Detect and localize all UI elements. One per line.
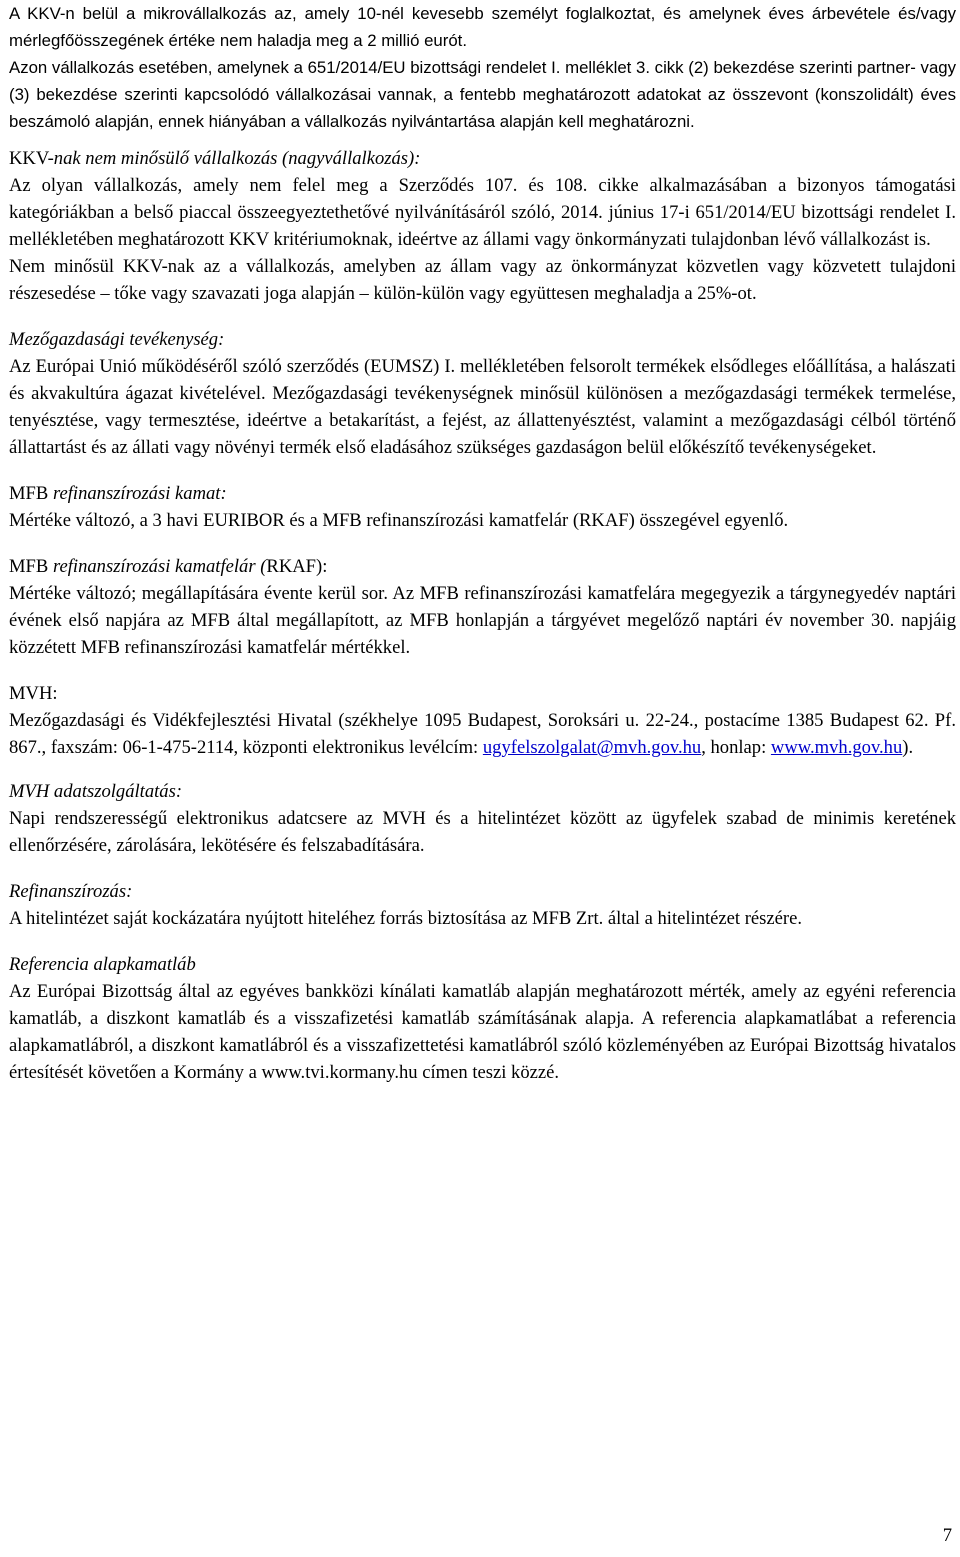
mfb-rate-term [9,480,956,507]
mfb-rkaf-p-rest: Az MFB refinanszírozási kamatfelára megegyezik a tárgynegyedév naptári évének első napjára az MFB által megállapított, az MFB honlapján a tárgyévet megelőző naptári év november 30. napjáig közzétett MFB refinanszírozási kamatfelár mértékkel. [9,583,956,658]
mfb-rkaf-p-start: Mértéke változó; megállapítására évente kerül sor. [9,583,388,604]
intro-paragraph [9,0,956,135]
refin-term: Refinanszírozás: [9,881,133,902]
ref-rate-term: Referencia alapkamatláb [9,954,196,975]
mfb-rkaf-term [9,553,956,580]
mvh-p-mid: , honlap: [701,737,771,758]
mfb-rate-term-rest: refinanszírozási kamat: [52,483,227,504]
intro-line-2: Azon vállalkozás esetében, amelynek a 651/2014/EU bizottsági rendelet I. melléklet 3. [9,58,650,77]
intro-line-1: A KKV-n belül a mikrovállalkozás az, amely 10-nél kevesebb személyt foglalkoztat, és amelynek éves árbevétele és/vagy mérlegfőösszegének értéke nem haladja meg a 2 millió eurót. [9,4,956,50]
kkv-non-p1-start: Az olyan vállalkozás, amely nem felel meg a Szerződés 107. és 108. [9,175,588,196]
mvh-website-link[interactable]: www.mvh.gov.hu [770,737,903,758]
kkv-non-term-prefix: KKV- [9,148,54,169]
intro-line-2-cont: cikk (2) bekezdése szerinti partner- vagy (3) bekezdése szerinti kapcsolódó vállalkozásai vannak, a fentebb meghatározott adatokat az összevont (konszolidált) éves beszámoló alapján, ennek hiányában a vállalkozás nyilvántartása alapján kell meghatározni. [9,58,956,131]
document-page [9,0,956,1086]
ref-rate-paragraph: Az Európai Bizottság által az egyéves bankközi kínálati kamatláb alapján meghatározott mérték, amely az egyéni referencia kamatláb, a diszkont kamatláb és a visszafizetési kamatláb számításának alapja. A referencia alapkamatlábat a referencia alapkamatlábról, a diszkont kamatlábról és a visszafizettetési kamatlábról szóló közleményében az Európai Bizottság hivatalos értesítését követően a Kormány a www.tvi.kormany.hu címen teszi közzé. [9,981,956,1083]
mvh-p-start: Mezőgazdasági és Vidékfejlesztési Hivatal (székhelye 1095 Budapest, Soroksári u. 22-24., postacíme 1385 Budapest 62. Pf. 867., faxszám: 06-1-475-2114, központi elektronikus levélcím: [9,710,956,758]
kkv-non-paragraph-2: Nem minősül KKV-nak az a vállalkozás, amelyben az állam vagy az önkormányzat közvetlen vagy közvetett tulajdoni részesedése – tőke vagy szavazati joga alapján – külön-külön vagy együttesen meghaladja a 25%-ot. [9,256,956,304]
mfb-rkaf-term-rest: RKAF): [266,556,328,577]
agri-term: Mezőgazdasági tevékenység: [9,329,225,350]
kkv-non-term [9,145,956,172]
agri-p-rest: Mezőgazdasági tevékenységnek minősül különösen a mezőgazdasági termékek termelése, tenyésztése, vagy termesztése, ideértve a betakarítást, a fejést, az állattenyésztést, valamint a mezőgazdasági célból történő állattartást és az állati vagy növényi termék első eladásához szükséges gazdaságon belül előkészítő tevékenységeket. [9,383,956,458]
mvh-term: MVH: [9,683,58,704]
agri-p-cont: mellékletében felsorolt termékek elsődleges előállítása, a halászati és akvakultúra ágazat kivételével. [9,356,956,404]
kkv-non-p1-end: mellékletében meghatározott KKV kritériumoknak, ideértve az állami vagy önkormányzati tulajdonban lévő vállalkozást is. [9,229,931,250]
kkv-non-paragraph-1 [9,172,956,253]
mfb-rkaf-term-prefix: MFB [9,556,53,577]
mfb-rate-term-prefix: MFB [9,483,53,504]
kkv-non-p1-cont: cikke alkalmazásában a bizonyos támogatási kategóriákban a belső piaccal összeegyeztethetővé nyilvánításáról szóló, 2014. június 17-i 651/2014/EU bizottsági rendelet I. [9,175,957,223]
mvh-data-term: MVH adatszolgáltatás: [9,781,183,802]
mfb-rkaf-paragraph [9,580,956,661]
mvh-data-paragraph: Napi rendszerességű elektronikus adatcsere az MVH és a hitelintézet között az ügyfelek szabad de minimis keretének ellenőrzésére, zárolására, lekötésére és felszabadítására. [9,808,956,856]
refin-paragraph: A hitelintézet saját kockázatára nyújtott hiteléhez forrás biztosítása az MFB Zrt. által a hitelintézet részére. [9,908,803,929]
agri-paragraph [9,353,956,461]
mfb-rate-paragraph: Mértéke változó, a 3 havi EURIBOR és a MFB refinanszírozási kamatfelár (RKAF) összegével egyenlő. [9,510,789,531]
kkv-non-term-rest: nak nem minősülő vállalkozás (nagyvállalkozás): [53,148,421,169]
mfb-rkaf-term-italic: refinanszírozási kamatfelár ( [52,556,267,577]
mvh-paragraph [9,707,956,761]
page-number: 7 [942,1525,952,1546]
agri-p-start: Az Európai Unió működéséről szóló szerződés (EUMSZ) I. [9,356,456,377]
mvh-p-end: ). [902,737,914,758]
mvh-email-link[interactable]: ugyfelszolgalat@mvh.gov.hu [482,737,702,758]
